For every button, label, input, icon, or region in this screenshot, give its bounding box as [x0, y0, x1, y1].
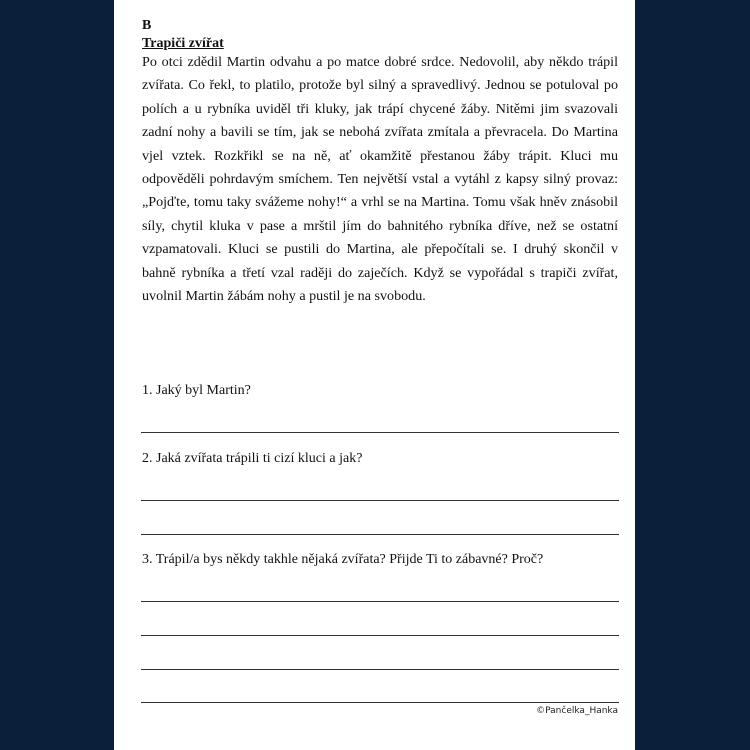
question-1: 1. Jaký byl Martin?	[142, 383, 251, 398]
answer-line-3d	[141, 702, 619, 703]
answer-line-2b	[141, 534, 619, 535]
question-3: 3. Trápil/a bys někdy takhle nějaká zvířata? Přijde Ti to zábavné? Proč?	[142, 552, 544, 567]
answer-line-3b	[141, 635, 619, 636]
story-text: Po otci zdědil Martin odvahu a po matce dobré srdce. Nedovolil, aby někdo trápil zvířata. Co řekl, to platilo, protože byl silný a spravedlivý. Jednou se potuloval po polích a u rybníka uviděl tři kluky, jak trápí chycené žáby. Nitěmi jim svazovali zadní nohy a bavili se tím, jak se nebohá zvířata zmítala a převracela. Do Martina vjel vztek. Rozkřikl se na ně, ať okamžitě přestanou žáby trápit. Kluci mu odpověděli pohrdavým smíchem. Ten největší vstal a vytáhl z kapsy silný provaz: „Pojďte, tomu taky svážeme nohy!“ a vrhl se na Martina. Tomu však hněv znásobil síly, chytil kluka v pase a mrštil jím do bahnitého rybníka dříve, než se ostatní vzpamatovali. Kluci se pustili do Martina, ale přepočítali se. I druhý skončil v bahně rybníka a třetí vzal raději do zaječích. Když se vypořádal s trapiči zvířat, uvolnil Martin žábám nohy a pustil je na svobodu.	[142, 54, 618, 305]
answer-line-3c	[141, 669, 619, 670]
answer-line-1	[141, 432, 619, 433]
story-title: Trapiči zvířat	[142, 36, 224, 51]
answer-line-3a	[141, 601, 619, 602]
question-2: 2. Jaká zvířata trápili ti cizí kluci a jak?	[142, 451, 363, 466]
section-letter: B	[142, 18, 152, 33]
answer-line-2a	[141, 500, 619, 501]
worksheet-page	[114, 0, 635, 750]
copyright-notice: ©Pančelka_Hanka	[536, 706, 618, 716]
